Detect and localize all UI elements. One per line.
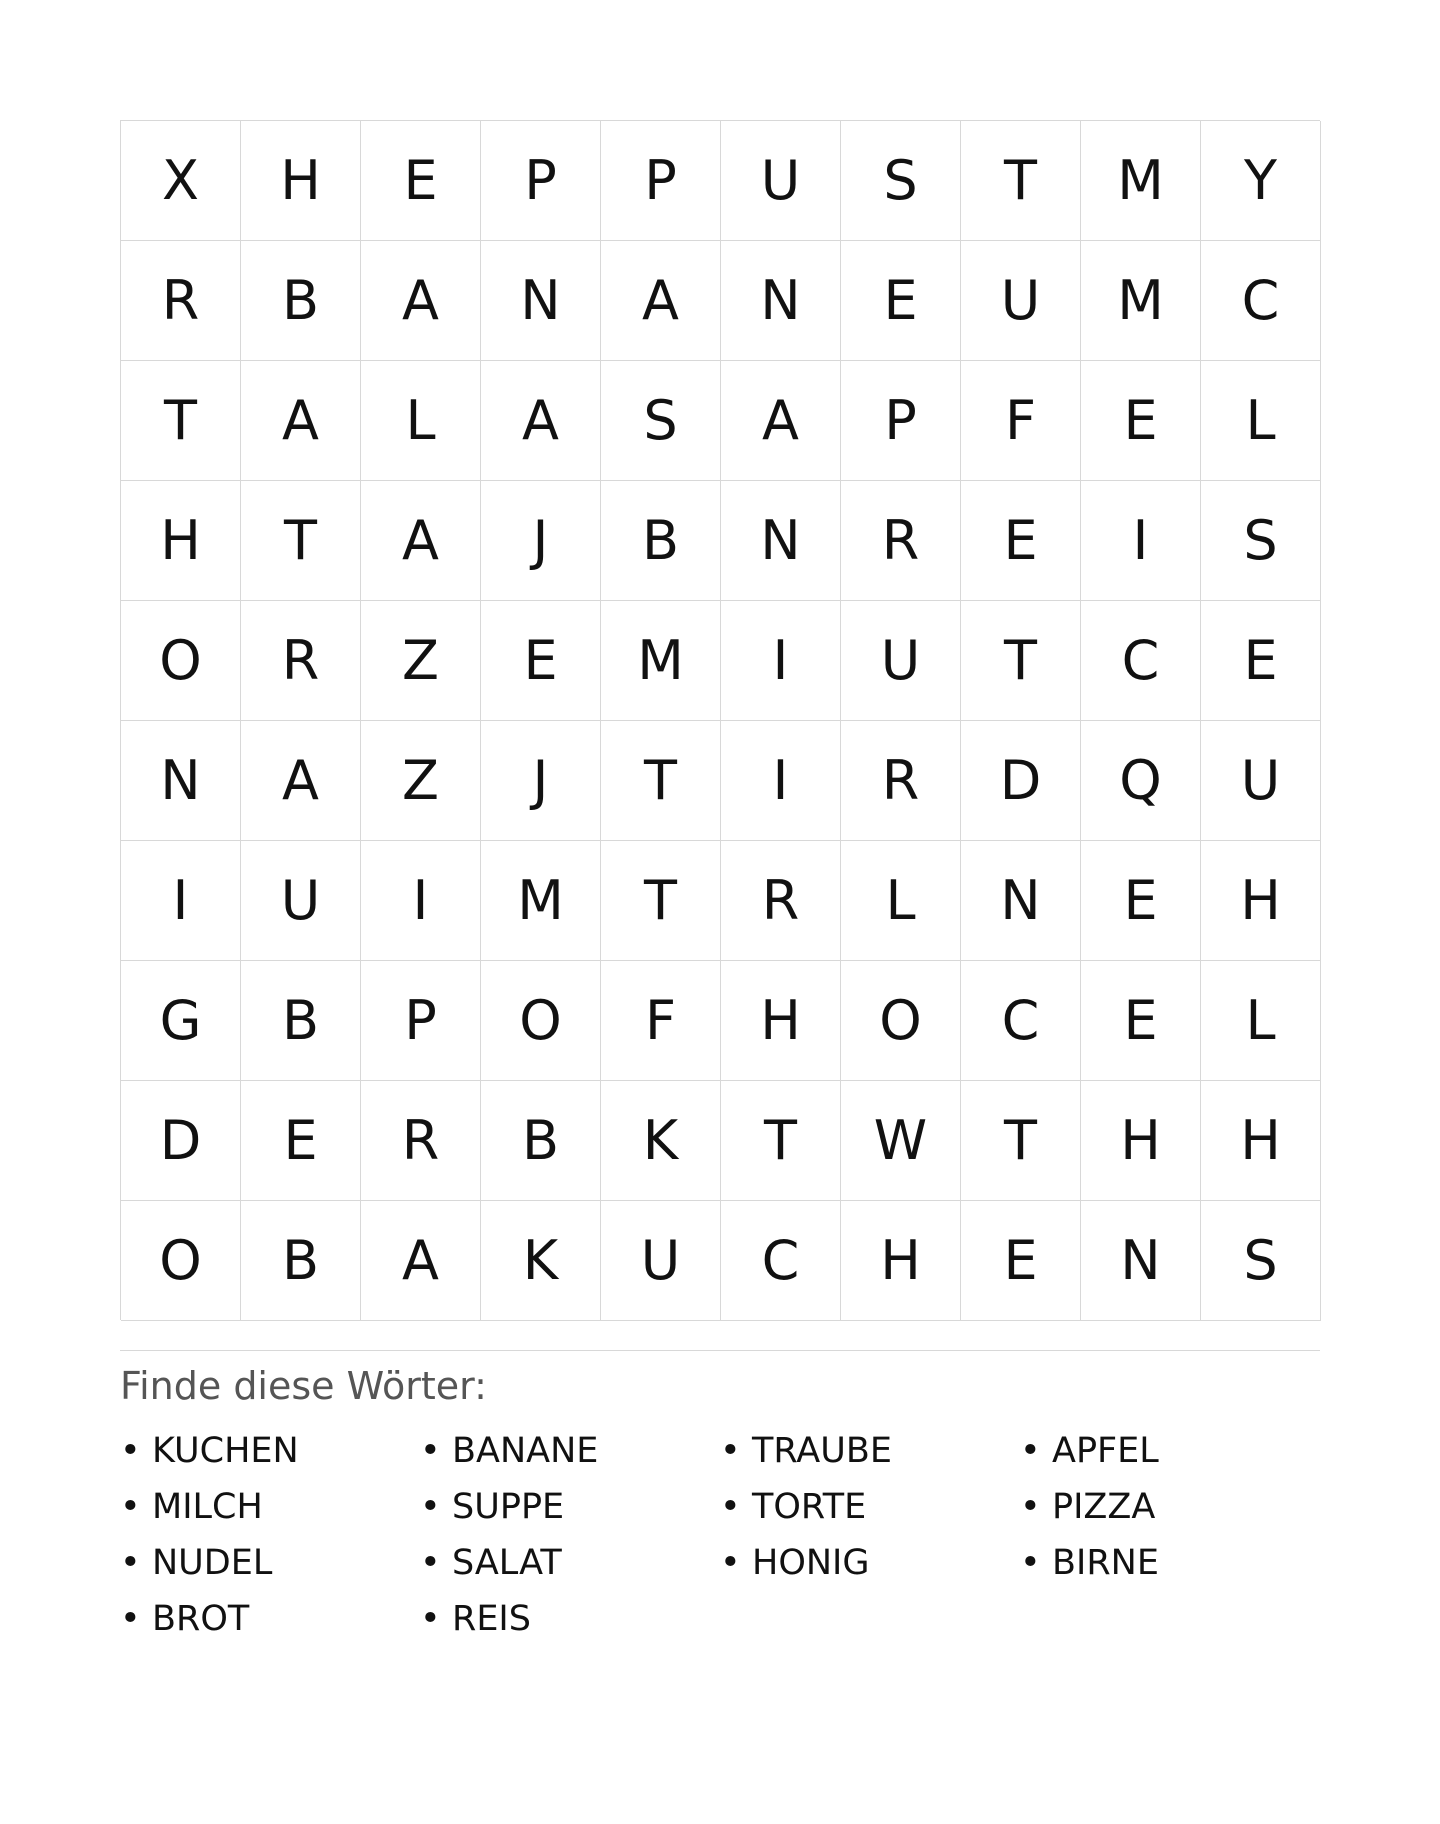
grid-cell[interactable]: H (1201, 841, 1321, 961)
word-label: HONIG (752, 1543, 870, 1583)
grid-cell[interactable]: J (481, 481, 601, 601)
grid-cell[interactable]: O (841, 961, 961, 1081)
grid-cell[interactable]: L (361, 361, 481, 481)
grid-cell[interactable]: C (1081, 601, 1201, 721)
word-list-item (1020, 1423, 1320, 1479)
word-list-item (1020, 1535, 1320, 1591)
grid-cell[interactable]: I (1081, 481, 1201, 601)
grid-cell[interactable]: L (1201, 361, 1321, 481)
grid-cell[interactable]: T (601, 721, 721, 841)
grid-cell[interactable]: N (961, 841, 1081, 961)
grid-cell[interactable]: E (1081, 361, 1201, 481)
word-list-item (420, 1423, 720, 1479)
grid-cell[interactable]: H (721, 961, 841, 1081)
grid-cell[interactable]: E (841, 241, 961, 361)
grid-cell[interactable]: E (1201, 601, 1321, 721)
word-label: BIRNE (1052, 1543, 1159, 1583)
word-search-puzzle (120, 120, 1320, 1647)
grid-cell[interactable]: Z (361, 601, 481, 721)
grid-cell[interactable]: H (841, 1201, 961, 1321)
word-list-item (120, 1423, 420, 1479)
grid-cell[interactable]: P (841, 361, 961, 481)
word-label: SUPPE (452, 1487, 565, 1527)
word-list-item (720, 1535, 1020, 1591)
grid-cell[interactable]: K (481, 1201, 601, 1321)
grid-cell[interactable]: N (721, 241, 841, 361)
grid-cell[interactable]: C (961, 961, 1081, 1081)
grid-cell[interactable]: T (721, 1081, 841, 1201)
bullet-icon: • (1020, 1487, 1041, 1527)
grid-cell[interactable]: L (1201, 961, 1321, 1081)
bullet-icon: • (120, 1599, 141, 1639)
word-list-item (120, 1479, 420, 1535)
bullet-icon: • (420, 1543, 441, 1583)
grid-cell[interactable]: U (601, 1201, 721, 1321)
grid-cell[interactable]: R (361, 1081, 481, 1201)
word-list-item (420, 1535, 720, 1591)
grid-cell[interactable]: D (961, 721, 1081, 841)
grid-cell[interactable]: I (361, 841, 481, 961)
grid-cell[interactable]: U (961, 241, 1081, 361)
word-label: NUDEL (152, 1543, 273, 1583)
word-label: BANANE (452, 1431, 599, 1471)
grid-cell[interactable]: T (241, 481, 361, 601)
grid-cell[interactable]: R (841, 721, 961, 841)
grid-cell[interactable]: N (1081, 1201, 1201, 1321)
grid-cell[interactable]: O (481, 961, 601, 1081)
grid-cell[interactable]: M (1081, 241, 1201, 361)
grid-cell[interactable]: E (361, 121, 481, 241)
grid-cell[interactable]: T (961, 121, 1081, 241)
grid-cell[interactable]: F (961, 361, 1081, 481)
bullet-icon: • (420, 1487, 441, 1527)
letter-grid (120, 120, 1320, 1320)
grid-cell[interactable]: K (601, 1081, 721, 1201)
grid-cell[interactable]: E (481, 601, 601, 721)
grid-cell[interactable]: P (481, 121, 601, 241)
grid-cell[interactable]: H (241, 121, 361, 241)
word-list-item (120, 1535, 420, 1591)
grid-cell[interactable]: F (601, 961, 721, 1081)
word-list-item (720, 1479, 1020, 1535)
grid-cell[interactable]: B (241, 1201, 361, 1321)
word-label: REIS (452, 1599, 531, 1639)
word-list-item (1020, 1479, 1320, 1535)
grid-cell[interactable]: U (241, 841, 361, 961)
grid-cell[interactable]: X (121, 121, 241, 241)
grid-cell[interactable]: S (1201, 481, 1321, 601)
grid-cell[interactable]: W (841, 1081, 961, 1201)
grid-cell[interactable]: N (121, 721, 241, 841)
grid-cell[interactable]: P (361, 961, 481, 1081)
grid-cell[interactable]: S (841, 121, 961, 241)
grid-cell[interactable]: A (721, 361, 841, 481)
grid-cell[interactable]: M (481, 841, 601, 961)
word-list-item (720, 1423, 1020, 1479)
grid-cell[interactable]: B (241, 241, 361, 361)
grid-cell[interactable]: J (481, 721, 601, 841)
grid-cell[interactable]: U (841, 601, 961, 721)
grid-cell[interactable]: E (961, 481, 1081, 601)
grid-cell[interactable]: N (721, 481, 841, 601)
bullet-icon: • (120, 1487, 141, 1527)
grid-cell[interactable]: H (1081, 1081, 1201, 1201)
word-label: APFEL (1052, 1431, 1159, 1471)
grid-cell[interactable]: Z (361, 721, 481, 841)
grid-cell[interactable]: T (121, 361, 241, 481)
grid-cell[interactable]: U (1201, 721, 1321, 841)
word-list (120, 1423, 1320, 1647)
word-list-item (420, 1479, 720, 1535)
grid-cell[interactable]: R (121, 241, 241, 361)
word-label: TORTE (752, 1487, 867, 1527)
grid-cell[interactable]: A (361, 481, 481, 601)
grid-cell[interactable]: E (961, 1201, 1081, 1321)
divider (120, 1350, 1320, 1351)
grid-cell[interactable]: R (241, 601, 361, 721)
grid-cell[interactable]: S (601, 361, 721, 481)
grid-cell[interactable]: T (601, 841, 721, 961)
grid-cell[interactable]: R (721, 841, 841, 961)
grid-cell[interactable]: A (601, 241, 721, 361)
word-list-item (420, 1591, 720, 1647)
grid-cell[interactable]: T (961, 601, 1081, 721)
grid-cell[interactable]: A (361, 1201, 481, 1321)
bullet-icon: • (720, 1487, 741, 1527)
grid-cell[interactable]: O (121, 1201, 241, 1321)
word-list-item (120, 1591, 420, 1647)
grid-cell[interactable]: D (121, 1081, 241, 1201)
grid-cell[interactable]: A (361, 241, 481, 361)
bullet-icon: • (420, 1431, 441, 1471)
grid-cell[interactable]: P (601, 121, 721, 241)
grid-cell[interactable]: M (1081, 121, 1201, 241)
grid-cell[interactable]: Q (1081, 721, 1201, 841)
bullet-icon: • (120, 1543, 141, 1583)
grid-cell[interactable]: G (121, 961, 241, 1081)
grid-cell[interactable]: H (1201, 1081, 1321, 1201)
word-list-title: Finde diese Wörter: (120, 1364, 487, 1408)
grid-cell[interactable]: B (601, 481, 721, 601)
bullet-icon: • (120, 1431, 141, 1471)
grid-cell[interactable]: H (121, 481, 241, 601)
word-label: BROT (152, 1599, 250, 1639)
grid-cell[interactable]: B (241, 961, 361, 1081)
grid-cell[interactable]: C (721, 1201, 841, 1321)
word-label: TRAUBE (752, 1431, 892, 1471)
grid-cell[interactable]: Y (1201, 121, 1321, 241)
bullet-icon: • (720, 1543, 741, 1583)
grid-cell[interactable]: L (841, 841, 961, 961)
grid-cell[interactable]: C (1201, 241, 1321, 361)
grid-cell[interactable]: N (481, 241, 601, 361)
grid-cell[interactable]: S (1201, 1201, 1321, 1321)
grid-cell[interactable]: M (601, 601, 721, 721)
grid-cell[interactable]: I (121, 841, 241, 961)
grid-cell[interactable]: A (241, 361, 361, 481)
grid-cell[interactable]: E (1081, 961, 1201, 1081)
grid-cell[interactable]: A (481, 361, 601, 481)
bullet-icon: • (1020, 1543, 1041, 1583)
bullet-icon: • (420, 1599, 441, 1639)
grid-cell[interactable]: E (241, 1081, 361, 1201)
grid-cell[interactable]: E (1081, 841, 1201, 961)
grid-cell[interactable]: I (721, 721, 841, 841)
bullet-icon: • (720, 1431, 741, 1471)
grid-cell[interactable]: I (721, 601, 841, 721)
grid-cell[interactable]: B (481, 1081, 601, 1201)
bullet-icon: • (1020, 1431, 1041, 1471)
grid-cell[interactable]: U (721, 121, 841, 241)
word-label: SALAT (452, 1543, 562, 1583)
word-label: MILCH (152, 1487, 263, 1527)
grid-cell[interactable]: A (241, 721, 361, 841)
grid-cell[interactable]: T (961, 1081, 1081, 1201)
word-label: KUCHEN (152, 1431, 299, 1471)
grid-cell[interactable]: O (121, 601, 241, 721)
grid-cell[interactable]: R (841, 481, 961, 601)
word-label: PIZZA (1052, 1487, 1156, 1527)
